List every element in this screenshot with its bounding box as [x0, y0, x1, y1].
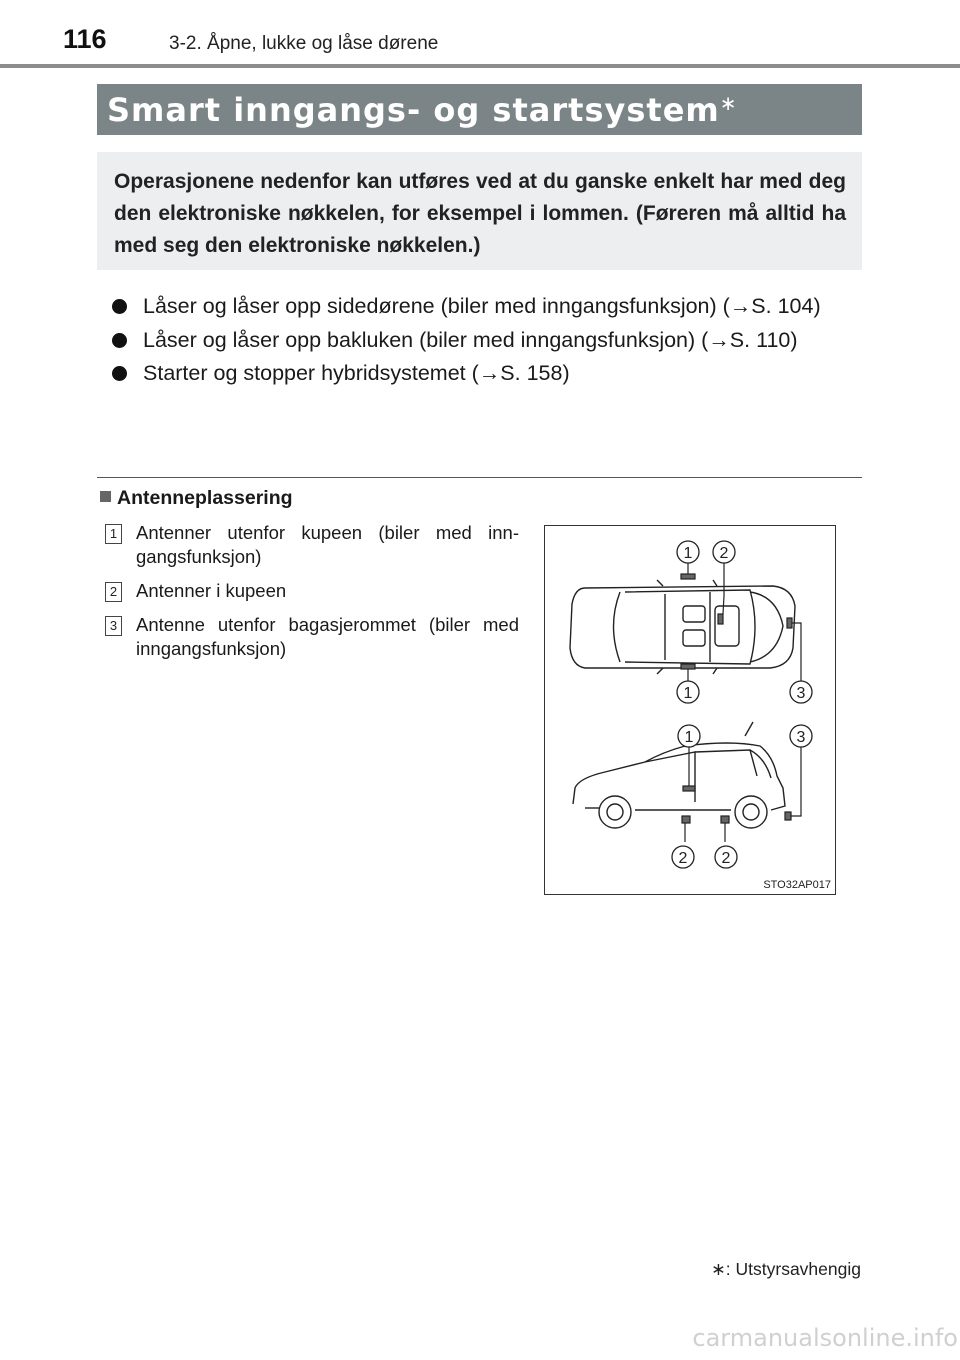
- watermark: carmanualsonline.info: [692, 1324, 958, 1352]
- antenna-item: [105, 579, 519, 603]
- title-bar: [97, 84, 862, 135]
- section-divider: [97, 477, 862, 478]
- callout-label: 2: [719, 545, 729, 562]
- square-bullet-icon: [100, 491, 111, 502]
- bullet-dot-icon: [112, 333, 127, 348]
- figure-code: STO32AP017: [763, 879, 831, 891]
- title-star: ∗: [719, 91, 738, 115]
- callout-label: 1: [684, 729, 694, 746]
- feature-text: Starter og stopper hybridsystemet (→S. 158): [143, 361, 570, 385]
- feature-item: [100, 357, 856, 390]
- feature-text: Låser og låser opp sidedørene (biler med inngangsfunksjon) (→S. 104): [143, 294, 821, 318]
- antenna-text: Antenne utenfor bagasjerommet (biler med inngangsfunksjon): [136, 614, 519, 659]
- antenna-text: Antenner utenfor kupeen (biler med inn-gangsfunksjon): [136, 522, 519, 567]
- feature-item: [100, 290, 856, 323]
- car-diagram: [545, 526, 835, 894]
- callout-label: 3: [796, 685, 806, 702]
- item-number-badge: 2: [105, 582, 122, 602]
- intro-text: Operasjonene nedenfor kan utføres ved at du ganske enkelt har med deg den elektroniske nøkkelen, for eksempel i lommen. (Føreren må alltid ha med seg den elektroniske nøkkelen.): [114, 170, 846, 257]
- top-view-car: [570, 580, 795, 674]
- item-number-badge: 1: [105, 524, 122, 544]
- subheading-text: Antenneplassering: [117, 487, 293, 509]
- callout-label: 3: [796, 729, 806, 746]
- callout-label: 2: [721, 850, 731, 867]
- antenna-text: Antenner i kupeen: [136, 580, 287, 601]
- feature-list: [100, 290, 856, 391]
- item-number-badge: 3: [105, 616, 122, 636]
- antenna-item: [105, 613, 519, 661]
- header-rule: [0, 64, 960, 68]
- feature-text: Låser og låser opp bakluken (biler med inngangsfunksjon) (→S. 110): [143, 327, 798, 352]
- callout-label: 1: [683, 545, 693, 562]
- bullet-dot-icon: [112, 299, 127, 314]
- antenna-item: [105, 521, 519, 569]
- page-title: [107, 91, 738, 129]
- feature-item: [100, 324, 856, 357]
- callout-label: 2: [678, 850, 688, 867]
- subheading: [100, 487, 293, 510]
- page-header: [0, 0, 960, 68]
- page-title-text: Smart inngangs- og startsystem: [107, 91, 720, 129]
- bullet-dot-icon: [112, 366, 127, 381]
- callout-label: 1: [683, 685, 693, 702]
- footnote: ∗: Utstyrsavhengig: [711, 1259, 861, 1279]
- antenna-list: [105, 521, 519, 671]
- antenna-figure: [544, 525, 836, 895]
- page-number: 116: [63, 24, 107, 54]
- intro-box: [97, 152, 862, 270]
- section-title: 3-2. Åpne, lukke og låse dørene: [169, 33, 439, 54]
